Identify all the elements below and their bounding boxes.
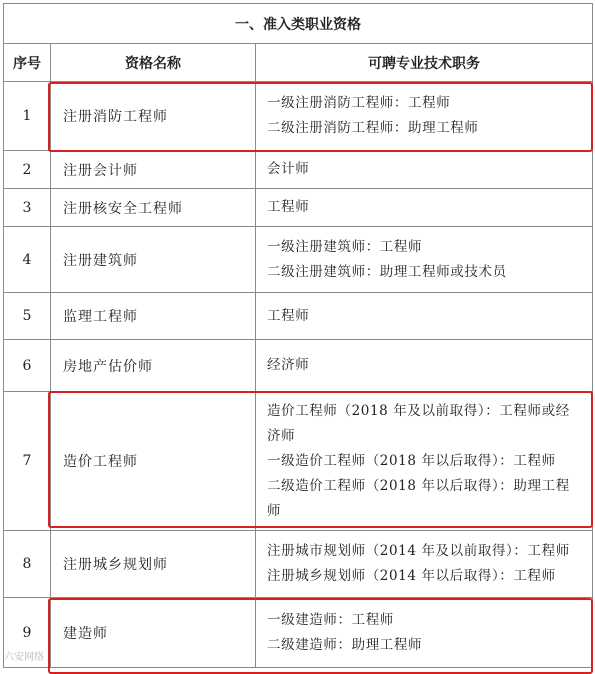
position-line: 注册城乡规划师（2014 年以后取得）：工程师 <box>267 568 556 584</box>
position-cell <box>256 293 593 340</box>
position-cell <box>256 340 593 392</box>
table-row <box>4 293 593 340</box>
header-positions: 可聘专业技术职务 <box>256 44 593 82</box>
position-line: 工程师 <box>267 307 310 324</box>
table-row <box>4 227 593 293</box>
qualification-table <box>3 3 593 668</box>
qualification-name: 建造师 <box>51 598 256 668</box>
table-row <box>4 189 593 227</box>
table-row <box>4 392 593 531</box>
qualification-name: 注册消防工程师 <box>51 82 256 151</box>
position-line: 工程师 <box>267 199 310 215</box>
table-title: 一、准入类职业资格 <box>4 4 593 44</box>
position-line: 二级造价工程师（2018 年以后取得）：助理工程 <box>267 477 570 494</box>
position-line: 经济师 <box>267 357 310 373</box>
position-line: 造价工程师（2018 年及以前取得）：工程师或经 <box>267 402 570 419</box>
position-cell <box>256 227 593 293</box>
row-index: 4 <box>4 227 51 293</box>
qualification-name: 注册核安全工程师 <box>51 189 256 227</box>
position-line: 二级注册建筑师：助理工程师或技术员 <box>267 263 507 280</box>
qualification-name: 房地产估价师 <box>51 340 256 392</box>
position-line: 会计师 <box>267 161 310 177</box>
position-cell <box>256 531 593 598</box>
header-index: 序号 <box>4 44 51 82</box>
position-line: 二级建造师：助理工程师 <box>267 636 423 653</box>
table-row <box>4 82 593 151</box>
row-index: 3 <box>4 189 51 227</box>
position-line: 二级注册消防工程师：助理工程师 <box>267 120 479 136</box>
document-page <box>3 3 592 668</box>
table-row <box>4 598 593 668</box>
table-row <box>4 340 593 392</box>
table-title-row <box>4 4 593 44</box>
header-name: 资格名称 <box>51 44 256 82</box>
row-index: 9 <box>4 598 51 668</box>
qualification-name: 注册会计师 <box>51 151 256 189</box>
qualification-name: 注册城乡规划师 <box>51 531 256 598</box>
row-index: 5 <box>4 293 51 340</box>
position-cell <box>256 598 593 668</box>
position-line: 一级注册建筑师：工程师 <box>267 238 423 255</box>
watermark: 六安网络 <box>4 652 44 663</box>
row-index: 8 <box>4 531 51 598</box>
table-row <box>4 531 593 598</box>
row-index: 2 <box>4 151 51 189</box>
table-row <box>4 151 593 189</box>
position-cell <box>256 151 593 189</box>
row-index: 1 <box>4 82 51 151</box>
position-cell <box>256 392 593 531</box>
position-line: 一级注册消防工程师：工程师 <box>267 95 451 111</box>
position-line: 师 <box>267 502 282 519</box>
position-line: 注册城市规划师（2014 年及以前取得）：工程师 <box>267 543 570 559</box>
position-cell <box>256 189 593 227</box>
position-line: 济师 <box>267 427 296 444</box>
qualification-name: 注册建筑师 <box>51 227 256 293</box>
qualification-name: 监理工程师 <box>51 293 256 340</box>
table-header-row <box>4 44 593 82</box>
row-index: 6 <box>4 340 51 392</box>
position-cell <box>256 82 593 151</box>
qualification-name: 造价工程师 <box>51 392 256 531</box>
position-line: 一级造价工程师（2018 年以后取得）：工程师 <box>267 452 556 469</box>
position-line: 一级建造师：工程师 <box>267 611 394 628</box>
row-index: 7 <box>4 392 51 531</box>
